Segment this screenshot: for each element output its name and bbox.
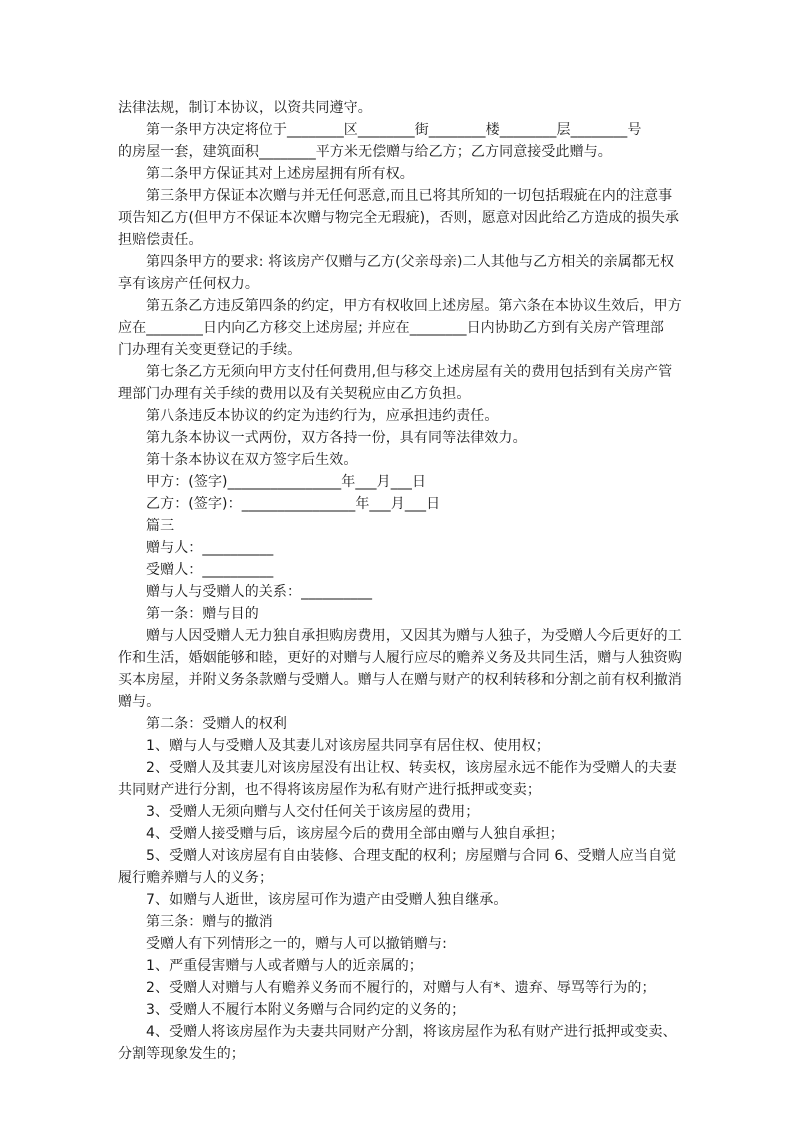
text-line: 第七条乙方无须向甲方支付任何费用,但与移交上述房屋有关的费用包括到有关房产管: [146, 364, 673, 380]
text-line: 乙方：(签字)：________________年___月___日: [146, 496, 441, 512]
text-line: 甲方：(签字)________________年___月___日: [146, 474, 427, 490]
text-line: 第三条：赠与的撤消: [146, 914, 273, 930]
text-line: 作和生活，婚姻能够和睦，更好的对赠与人履行应尽的赡养义务及共同生活，赠与人独资购: [118, 650, 682, 666]
text-line: 第三条甲方保证本次赠与并无任何恶意,而且已将其所知的一切包括瑕疵在内的注意事: [146, 188, 673, 204]
text-line: 受赠人：__________: [146, 562, 274, 578]
text-line: 履行赡养赠与人的义务；: [118, 870, 274, 886]
text-line: 第九条本协议一式两份，双方各持一份，具有同等法律效力。: [146, 430, 527, 446]
text-line: 第四条甲方的要求: 将该房产仅赠与乙方(父亲母亲)二人其他与乙方相关的亲属都无权: [146, 254, 675, 270]
text-line: 担赔偿责任。: [118, 232, 203, 248]
text-line: 买本房屋，并附义务条款赠与受赠人。赠与人在赠与财产的权利转移和分割之前有权利撤消: [118, 672, 682, 688]
text-line: 赠与人：__________: [146, 540, 274, 556]
text-line: 1、赠与人与受赠人及其妻儿对该房屋共同享有居住权、使用权；: [146, 738, 550, 754]
text-line: 第五条乙方违反第四条的约定，甲方有权收回上述房屋。第六条在本协议生效后，甲方: [146, 298, 682, 314]
text-line: 共同财产进行分割，也不得将该房屋作为私有财产进行抵押或变卖；: [118, 782, 541, 798]
text-line: 1、严重侵害赠与人或者赠与人的近亲属的；: [146, 958, 423, 974]
text-line: 5、受赠人对该房屋有自由装修、合理支配的权利；房屋赠与合同 6、受赠人应当自觉: [146, 848, 677, 864]
text-line: 第八条违反本协议的约定为违约行为，应承担违约责任。: [146, 408, 499, 424]
text-line: 第一条甲方决定将位于________区________街________楼________层________号: [146, 122, 642, 138]
text-line: 篇三: [146, 518, 175, 534]
text-line: 第二条甲方保证其对上述房屋拥有所有权。: [146, 166, 414, 182]
text-line: 享有该房产任何权力。: [118, 276, 259, 292]
text-line: 3、受赠人无须向赠与人交付任何关于该房屋的费用；: [146, 804, 480, 820]
text-line: 赠与。: [118, 694, 161, 710]
text-line: 第一条：赠与目的: [146, 606, 259, 622]
text-line: 门办理有关变更登记的手续。: [118, 342, 302, 358]
text-line: 第二条：受赠人的权利: [146, 716, 287, 732]
text-line: 赠与人因受赠人无力独自承担购房费用，又因其为赠与人独子，为受赠人今后更好的工: [146, 628, 682, 644]
text-line: 7、如赠与人逝世，该房屋可作为遗产由受赠人独自继承。: [146, 892, 508, 908]
text-line: 法律法规，制订本协议，以资共同遵守。: [118, 100, 372, 116]
text-line: 应在________日内向乙方移交上述房屋; 并应在________日内协助乙方到有关房产管理部: [118, 320, 664, 336]
text-line: 2、受赠人对赠与人有赡养义务而不履行的，对赠与人有*、遗弃、辱骂等行为的；: [146, 980, 656, 996]
text-line: 受赠人有下列情形之一的，赠与人可以撤销赠与:: [146, 936, 447, 952]
text-line: 3、受赠人不履行本附义务赠与合同约定的义务的；: [146, 1002, 466, 1018]
text-line: 项告知乙方(但甲方不保证本次赠与物完全无瑕疵)，否则，愿意对因此给乙方造成的损失承: [118, 210, 680, 226]
text-line: 第十条本协议在双方签字后生效。: [146, 452, 358, 468]
text-line: 4、受赠人接受赠与后，该房屋今后的费用全部由赠与人独自承担；: [146, 826, 564, 842]
text-line: 4、受赠人将该房屋作为夫妻共同财产分割，将该房屋作为私有财产进行抵押或变卖、: [146, 1024, 677, 1040]
text-line: 2、受赠人及其妻儿对该房屋没有出让权、转卖权，该房屋永远不能作为受赠人的夫妻: [146, 760, 677, 776]
text-line: 分割等现象发生的；: [118, 1046, 245, 1062]
text-line: 理部门办理有关手续的费用以及有关契税应由乙方负担。: [118, 386, 471, 402]
text-line: 的房屋一套，建筑面积________平方米无偿赠与给乙方；乙方同意接受此赠与。: [118, 144, 612, 160]
text-line: 赠与人与受赠人的关系：__________: [146, 584, 373, 600]
document-page: [118, 97, 682, 1065]
